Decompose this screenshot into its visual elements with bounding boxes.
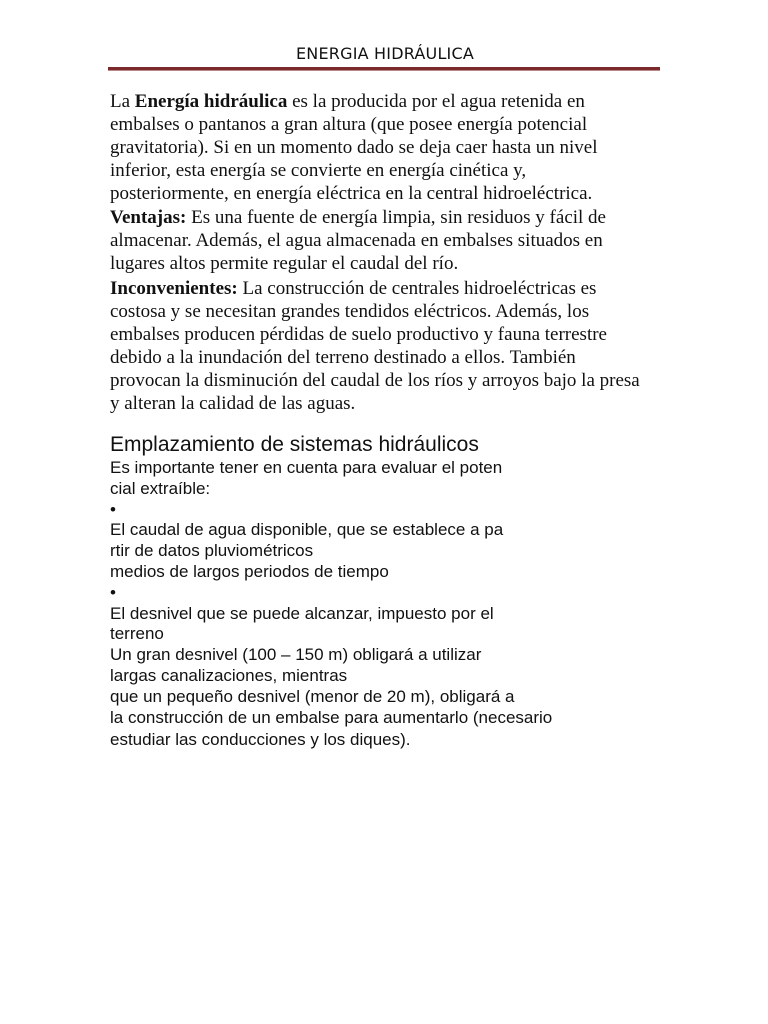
bullet-1: • [110, 499, 116, 519]
intro-paragraph [110, 90, 710, 205]
intro-lead: Energía hidráulica [134, 91, 288, 112]
inconvenientes-paragraph [110, 277, 710, 415]
section-line-1: Es importante tener en cuenta para evaluar el poten [110, 458, 503, 477]
section-title: Emplazamiento de sistemas hidráulicos [110, 433, 479, 456]
inconvenientes-line-2: costosa y se necesitan grandes tendidos eléctricos. Además, los [110, 301, 590, 322]
intro-line-1-text: es la producida por el agua retenida en [287, 91, 585, 112]
intro-line-2: embalses o pantanos a gran altura (que posee energía potencial [110, 114, 588, 135]
section-body [110, 458, 710, 751]
section-line-10: Un gran desnivel (100 – 150 m) obligará a utilizar [110, 645, 482, 665]
section-line-13: la construcción de un embalse para aumentarlo (necesario [110, 707, 553, 727]
ventajas-lead: Ventajas: [110, 207, 187, 228]
section-line-14: estudiar las conducciones y los diques). [110, 730, 411, 750]
ventajas-paragraph [110, 206, 710, 275]
inconvenientes-line-5: provocan la disminución del caudal de los ríos y arroyos bajo la presa [110, 370, 640, 391]
section-line-9: terreno [110, 624, 164, 644]
intro-line-5: posteriormente, en energía eléctrica en la central hidroeléctrica. [110, 183, 593, 204]
inconvenientes-line-1-text: La construcción de centrales hidroeléctricas es [237, 278, 597, 299]
ventajas-line-1-text: Es una fuente de energía limpia, sin residuos y fácil de [186, 207, 606, 228]
inconvenientes-line-6: y alteran la calidad de las aguas. [110, 393, 356, 414]
ventajas-line-1 [110, 206, 710, 229]
section-line-12: que un pequeño desnivel (menor de 20 m), obligará a [110, 686, 515, 706]
inconvenientes-line-1 [110, 277, 710, 300]
section-line-11: largas canalizaciones, mientras [110, 665, 348, 685]
section-line-5: rtir de datos pluviométricos [110, 541, 314, 561]
section-line-4: El caudal de agua disponible, que se establece a pa [110, 520, 504, 540]
section-line-2: cial extraíble: [110, 478, 211, 498]
header-rule [108, 67, 660, 70]
inconvenientes-line-3: embalses producen pérdidas de suelo productivo y fauna terrestre [110, 324, 607, 345]
section-line-8: El desnivel que se puede alcanzar, impuesto por el [110, 603, 494, 623]
page-header: ENERGIA HIDRÁULICA [296, 44, 474, 63]
ventajas-line-3: lugares altos permite regular el caudal del río. [110, 253, 459, 274]
section-line-6: medios de largos periodos de tiempo [110, 561, 389, 581]
ventajas-line-2: almacenar. Además, el agua almacenada en embalses situados en [110, 230, 603, 251]
inconvenientes-lead: Inconvenientes: [110, 278, 238, 299]
bullet-2: • [110, 582, 116, 602]
intro-prefix: La [110, 91, 135, 112]
intro-line-4: inferior, esta energía se convierte en energía cinética y, [110, 160, 527, 181]
inconvenientes-line-4: debido a la inundación del terreno destinado a ellos. También [110, 347, 576, 368]
intro-line-1 [110, 90, 710, 113]
intro-line-3: gravitatoria). Si en un momento dado se deja caer hasta un nivel [110, 137, 598, 158]
